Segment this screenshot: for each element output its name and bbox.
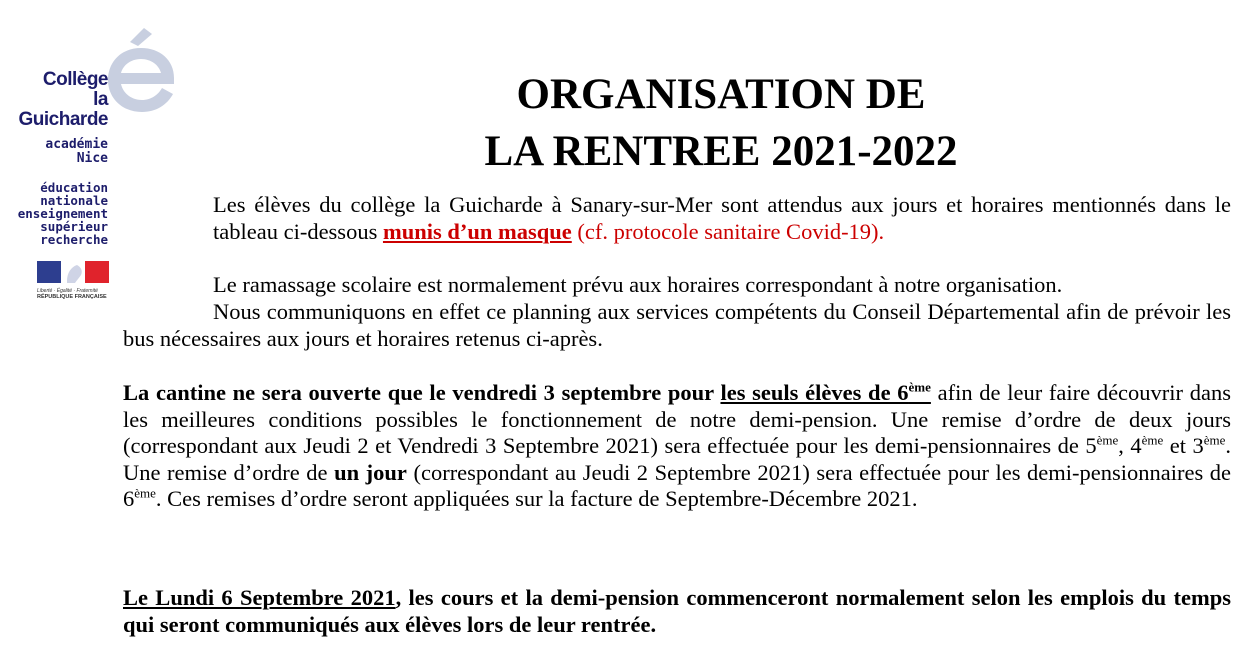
republique-motto: Liberté · Égalité · Fraternité bbox=[37, 288, 98, 294]
ministry-label bbox=[18, 181, 108, 246]
para4-text: , les cours et la demi-pension commenceront normalement selon les emplois du temps qui seront communiqués aux élèves lors de leur rentrée. bbox=[123, 585, 1231, 637]
para2-text: Nous communiquons en effet ce planning aux services compétents du Conseil Départemental afin de prévoir les bus nécessaires aux jours et horaires retenus ci-après. bbox=[123, 299, 1231, 351]
paragraph-bus-first-line bbox=[213, 272, 1231, 299]
para3-text-d: . Une remise d’ordre de bbox=[123, 433, 1231, 485]
college-name-line2: la Guicharde bbox=[18, 89, 108, 130]
para3-text-b: , 4 bbox=[1118, 433, 1142, 458]
ministry-line: nationale bbox=[40, 193, 108, 208]
paragraph-mask-notice bbox=[213, 192, 1231, 245]
ministry-line: éducation bbox=[40, 180, 108, 195]
academie-line1: académie bbox=[45, 137, 108, 152]
republique-label: RÉPUBLIQUE FRANÇAISE bbox=[37, 294, 107, 300]
ministry-line: supérieur bbox=[40, 219, 108, 234]
ministry-line: enseignement bbox=[17, 206, 108, 221]
academie-line2: Nice bbox=[76, 151, 108, 166]
superscript-eme: ème bbox=[1203, 432, 1226, 448]
academie-label bbox=[45, 138, 108, 166]
para3-text-c: et 3 bbox=[1163, 433, 1204, 458]
monday-date-underlined: Le Lundi 6 Septembre 2021 bbox=[123, 585, 396, 610]
college-name-line1: Collège bbox=[42, 69, 108, 90]
college-logo bbox=[0, 0, 200, 310]
para1-text-a: Les élèves du collège la Guicharde à Sanary-sur-Mer sont attendus aux jours et horaires mentionnés dans le tableau ci-dessous bbox=[213, 192, 1231, 244]
title-line1: ORGANISATION DE bbox=[516, 71, 926, 118]
sixieme-label: les seuls élèves de 6 bbox=[720, 380, 909, 405]
page-title bbox=[300, 66, 1142, 180]
para3-text-a: afin de leur faire découvrir dans les meilleures conditions possibles le fonctionnement de notre demi-pension. Une remise d’ordre de deux jours (correspondant aux Jeudi 2 et Vendredi 3 Septembre 2021) sera effectuée pour les demi-pensionnaires de 5 bbox=[123, 380, 1231, 458]
e-accent-logo-icon bbox=[104, 28, 178, 114]
republique-francaise-mark bbox=[37, 261, 109, 301]
paragraph-bus-planning bbox=[123, 299, 1231, 352]
para3-text-f: . Ces remises d’ordre seront appliquées sur la facture de Septembre-Décembre 2021. bbox=[155, 486, 918, 511]
mask-requirement-highlight: munis d’un masque bbox=[382, 218, 572, 244]
superscript-eme: ème bbox=[1096, 432, 1119, 448]
superscript-eme: ème bbox=[134, 485, 156, 501]
ministry-line: recherche bbox=[40, 232, 108, 247]
superscript-eme: ème bbox=[908, 379, 931, 395]
sixieme-only-underlined bbox=[720, 380, 930, 405]
title-line2: LA RENTREE 2021-2022 bbox=[484, 128, 958, 175]
paragraph-cantine bbox=[123, 380, 1231, 513]
covid-protocol-note: (cf. protocole sanitaire Covid-19). bbox=[571, 218, 885, 244]
para2-line1: Le ramassage scolaire est normalement prévu aux horaires correspondant à notre organisation. bbox=[213, 272, 1063, 297]
cantine-bold-intro: La cantine ne sera ouverte que le vendredi 3 septembre pour bbox=[123, 380, 721, 405]
para3-text-e: (correspondant au Jeudi 2 Septembre 2021) sera effectuée pour les demi-pensionnaires de 6 bbox=[123, 459, 1231, 511]
un-jour-bold: un jour bbox=[334, 459, 407, 485]
superscript-eme: ème bbox=[1141, 432, 1164, 448]
college-name bbox=[0, 70, 108, 130]
paragraph-rentree-monday bbox=[123, 585, 1231, 638]
marianne-flag-icon bbox=[37, 261, 109, 283]
